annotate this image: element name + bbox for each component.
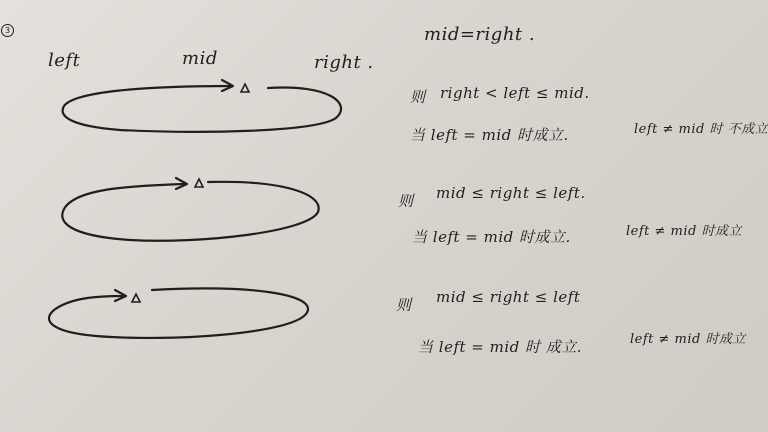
loop-3 (49, 288, 308, 338)
case-1-relation: right < left ≤ mid. (440, 84, 590, 102)
condition-heading: mid=right . (424, 24, 536, 45)
case-3-relation: mid ≤ right ≤ left (436, 288, 581, 306)
label-left: left (48, 50, 81, 71)
case-2-prefix: 则 (398, 192, 414, 210)
case-2-inequality-note: left ≠ mid 时成立 (626, 224, 742, 239)
pointer-mark-1 (241, 84, 249, 92)
case-1-equality-note: 当 left = mid 时成立. (410, 126, 569, 144)
case-3-equality-note: 当 left = mid 时 成立. (418, 338, 583, 356)
label-mid: mid (182, 48, 218, 69)
label-right: right . (314, 52, 374, 73)
case-3-inequality-note: left ≠ mid 时成立 (630, 332, 746, 347)
loop-1 (63, 86, 341, 132)
case-1-inequality-note: left ≠ mid 时 不成立 (634, 122, 768, 137)
loop-2 (62, 182, 318, 241)
pointer-mark-3 (132, 294, 140, 302)
problem-number-badge: 3 (1, 24, 14, 37)
case-2-relation: mid ≤ right ≤ left. (436, 184, 586, 202)
case-2-equality-note: 当 left = mid 时成立. (412, 228, 571, 246)
case-3-prefix: 则 (396, 296, 412, 314)
pointer-mark-2 (195, 179, 203, 187)
case-1-prefix: 则 (410, 88, 426, 106)
